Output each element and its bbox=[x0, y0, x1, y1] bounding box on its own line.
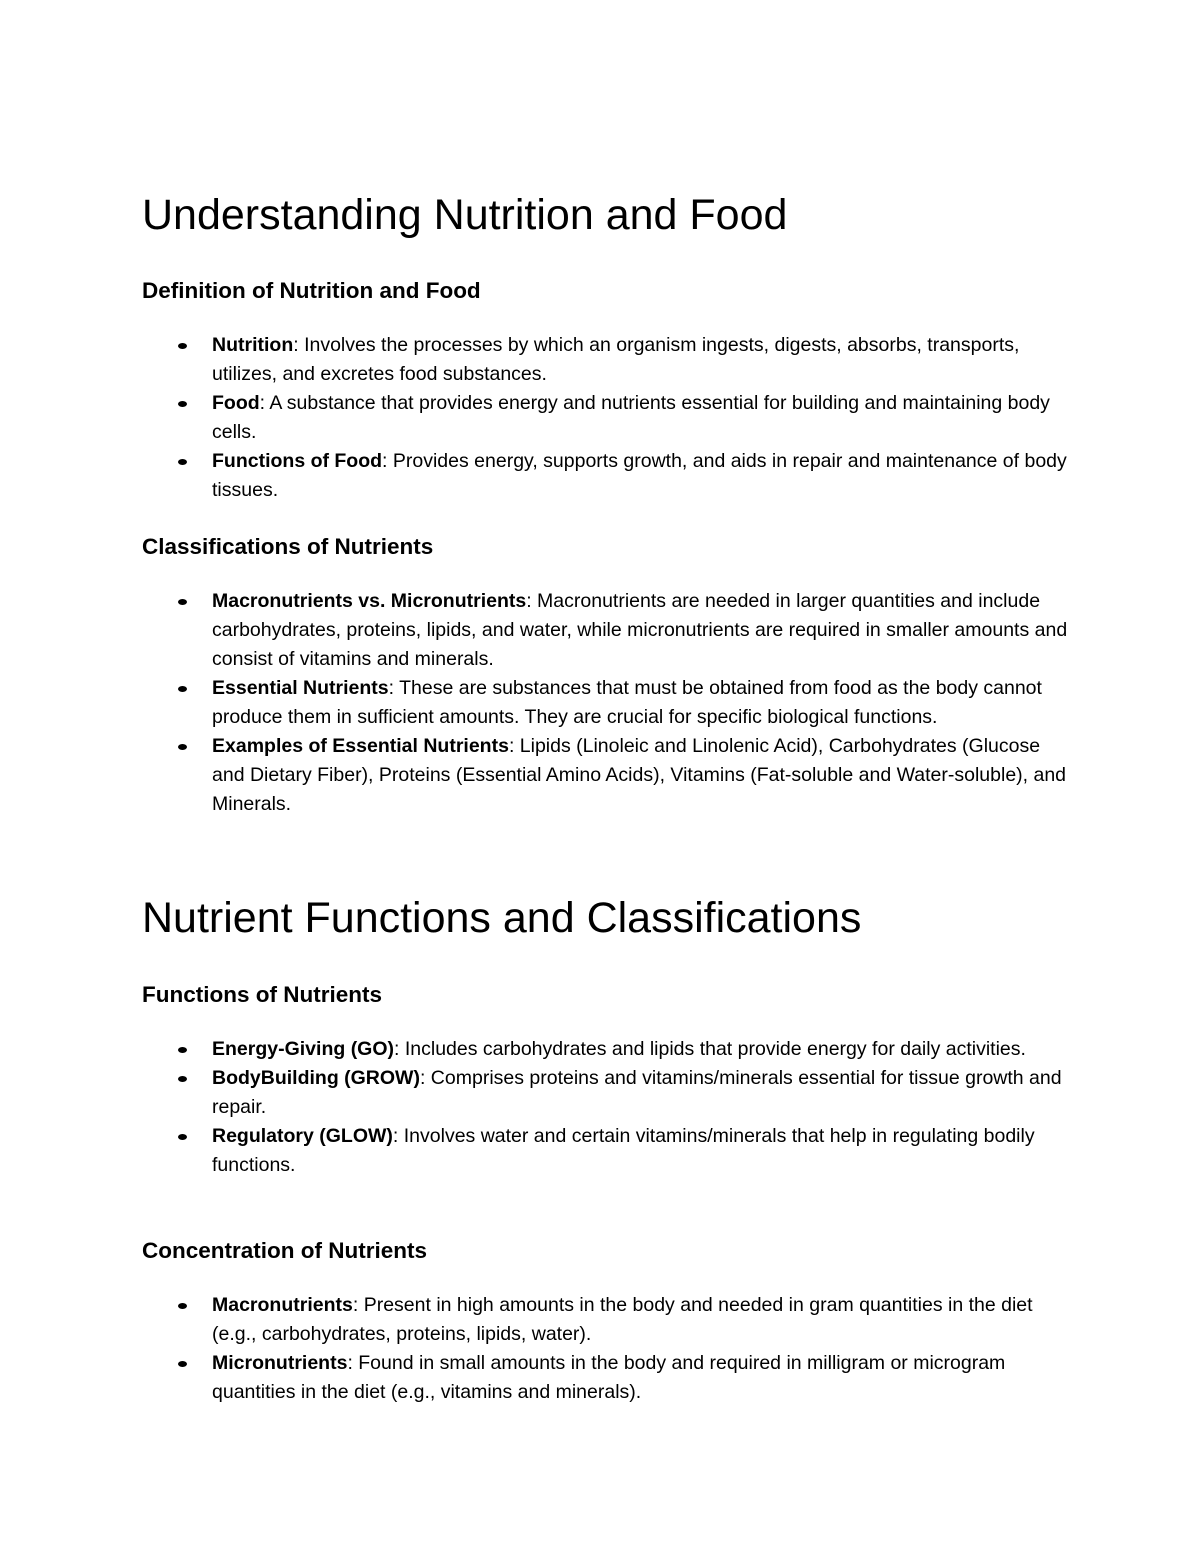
list-item bbox=[142, 1035, 1072, 1064]
term: Functions of Food bbox=[212, 450, 383, 472]
subsection-heading: Functions of Nutrients bbox=[142, 982, 382, 1007]
term: Nutrition bbox=[212, 334, 294, 356]
list-item bbox=[142, 1349, 1072, 1407]
term: Regulatory (GLOW) bbox=[212, 1125, 393, 1147]
term: BodyBuilding (GROW) bbox=[212, 1067, 420, 1089]
classifications-list bbox=[142, 587, 1072, 819]
section-1 bbox=[142, 190, 1072, 240]
page-title: Understanding Nutrition and Food bbox=[142, 191, 788, 239]
description: : A substance that provides energy and nutrients essential for building and maintaining body cells. bbox=[212, 392, 1050, 443]
description: : Present in high amounts in the body and needed in gram quantities in the diet (e.g., carbohydrates, proteins, lipids, water). bbox=[212, 1294, 1033, 1345]
subsection-concentration bbox=[142, 1236, 1072, 1266]
description: : Includes carbohydrates and lipids that provide energy for daily activities. bbox=[394, 1038, 1026, 1060]
term: Micronutrients bbox=[212, 1352, 348, 1374]
bullet-icon bbox=[178, 599, 187, 605]
subsection-classifications bbox=[142, 532, 1072, 562]
subsection-definition bbox=[142, 276, 1072, 306]
bullet-icon bbox=[178, 1303, 187, 1309]
list-item bbox=[142, 1122, 1072, 1180]
list-item bbox=[142, 732, 1072, 819]
list-item bbox=[142, 331, 1072, 389]
section-title: Nutrient Functions and Classifications bbox=[142, 894, 862, 942]
list-item bbox=[142, 1291, 1072, 1349]
bullet-icon bbox=[178, 686, 187, 692]
section-2 bbox=[142, 893, 1072, 943]
bullet-icon bbox=[178, 1361, 187, 1367]
bullet-icon bbox=[178, 1076, 187, 1082]
bullet-icon bbox=[178, 744, 187, 750]
list-item bbox=[142, 1064, 1072, 1122]
description: : Involves water and certain vitamins/minerals that help in regulating bodily functions. bbox=[212, 1125, 1035, 1176]
description: : These are substances that must be obtained from food as the body cannot produce them in sufficient amounts. They are crucial for specific biological functions. bbox=[212, 677, 1042, 728]
subsection-heading: Definition of Nutrition and Food bbox=[142, 278, 481, 303]
description: : Lipids (Linoleic and Linolenic Acid), Carbohydrates (Glucose and Dietary Fiber), Proteins (Essential Amino Acids), Vitamins (Fat-soluble and Water-soluble), and Minerals. bbox=[212, 735, 1067, 815]
concentration-list bbox=[142, 1291, 1072, 1407]
subsection-functions bbox=[142, 980, 1072, 1010]
description: : Found in small amounts in the body and required in milligram or microgram quantities in the diet (e.g., vitamins and minerals). bbox=[212, 1352, 1006, 1403]
bullet-icon bbox=[178, 459, 187, 465]
list-item bbox=[142, 674, 1072, 732]
subsection-heading: Concentration of Nutrients bbox=[142, 1238, 427, 1263]
description: : Macronutrients are needed in larger quantities and include carbohydrates, proteins, lipids, and water, while micronutrients are required in smaller amounts and consist of vitamins and minerals. bbox=[212, 590, 1068, 670]
bullet-icon bbox=[178, 1047, 187, 1053]
description: : Provides energy, supports growth, and aids in repair and maintenance of body tissues. bbox=[212, 450, 1067, 501]
term: Essential Nutrients bbox=[212, 677, 389, 699]
list-item bbox=[142, 587, 1072, 674]
bullet-icon bbox=[178, 343, 187, 349]
list-item bbox=[142, 447, 1072, 505]
subsection-heading: Classifications of Nutrients bbox=[142, 534, 434, 559]
functions-list bbox=[142, 1035, 1072, 1180]
term: Macronutrients bbox=[212, 1294, 353, 1316]
bullet-icon bbox=[178, 401, 187, 407]
term: Food bbox=[212, 392, 260, 414]
term: Energy-Giving (GO) bbox=[212, 1038, 395, 1060]
definition-list bbox=[142, 331, 1072, 505]
term: Macronutrients vs. Micronutrients bbox=[212, 590, 527, 612]
term: Examples of Essential Nutrients bbox=[212, 735, 509, 757]
bullet-icon bbox=[178, 1134, 187, 1140]
list-item bbox=[142, 389, 1072, 447]
description: : Involves the processes by which an organism ingests, digests, absorbs, transports, utilizes, and excretes food substances. bbox=[212, 334, 1020, 385]
description: : Comprises proteins and vitamins/minerals essential for tissue growth and repair. bbox=[212, 1067, 1062, 1118]
